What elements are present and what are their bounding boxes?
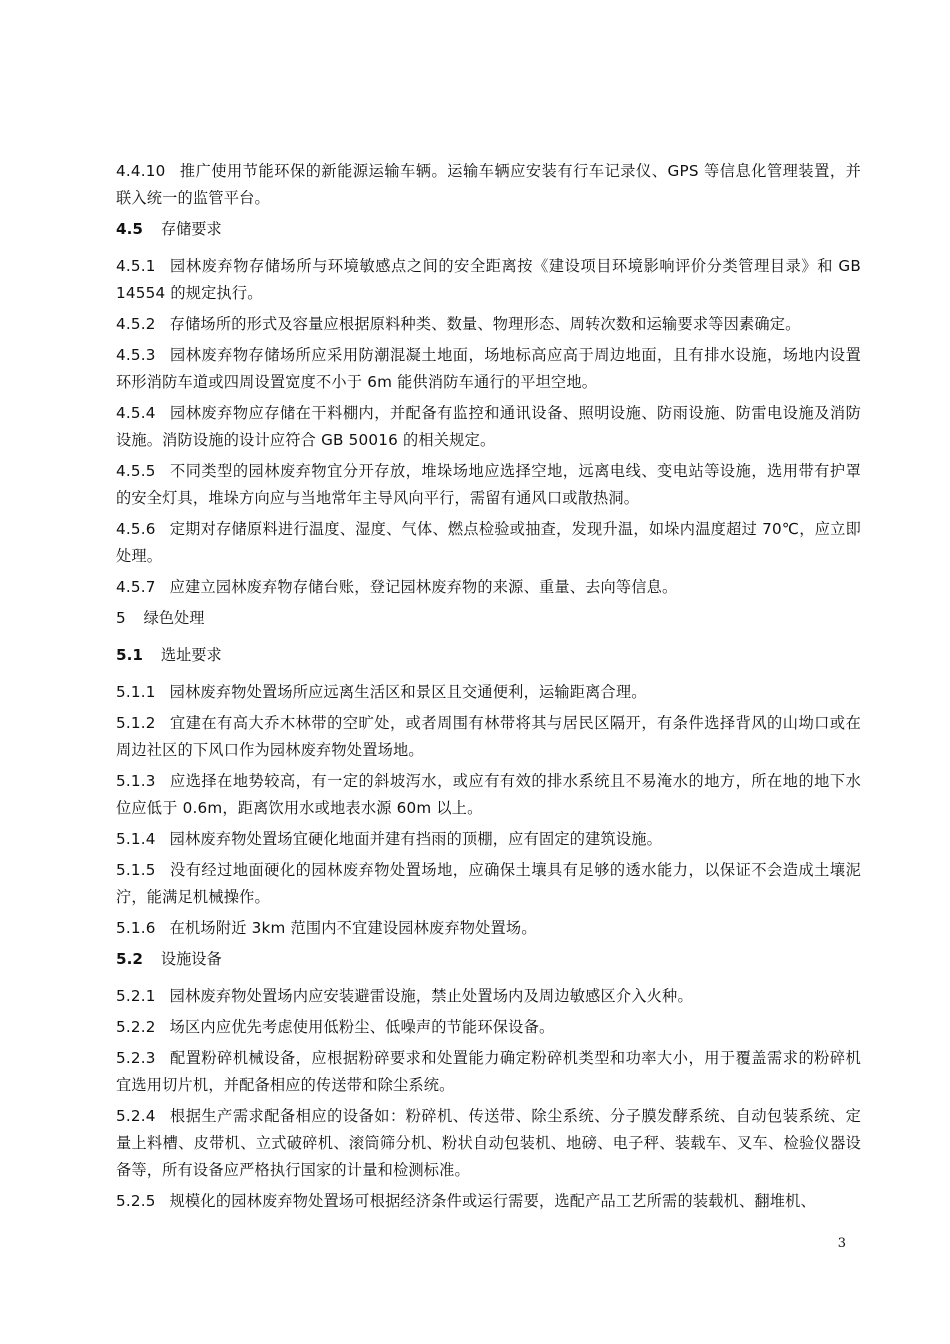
section-heading <box>116 216 861 243</box>
clause-number: 5.1.4 <box>116 830 156 848</box>
clause-number: 5.2.1 <box>116 987 156 1005</box>
clause-number: 5.1.3 <box>116 772 156 790</box>
clause-text: 宜建在有高大乔木林带的空旷处，或者周围有林带将其与居民区隔开，有条件选择背风的山坳口或在周边社区的下风口作为园林废弃物处置场地。 <box>116 714 861 759</box>
clause-text: 设施设备 <box>160 950 222 968</box>
clause-text: 园林废弃物存储场所应采用防潮混凝土地面，场地标高应高于周边地面，且有排水设施，场地内设置环形消防车道或四周设置宽度不小于 6m 能供消防车通行的平坦空地。 <box>116 346 861 391</box>
clause-paragraph <box>116 1045 861 1099</box>
clause-paragraph <box>116 710 861 764</box>
clause-text: 根据生产需求配备相应的设备如：粉碎机、传送带、除尘系统、分子膜发酵系统、自动包装系统、定量上料槽、皮带机、立式破碎机、滚筒筛分机、粉状自动包装机、地磅、电子秤、装载车、叉车、检验仪器设备等，所有设备应严格执行国家的计量和检测标准。 <box>116 1107 861 1179</box>
clause-paragraph <box>116 1014 861 1041</box>
clause-text: 园林废弃物处置场内应安装避雷设施，禁止处置场内及周边敏感区介入火种。 <box>169 987 693 1005</box>
document-body <box>116 158 861 1219</box>
clause-text: 定期对存储原料进行温度、湿度、气体、燃点检验或抽查，发现升温，如垛内温度超过 70℃，应立即处理。 <box>116 520 861 565</box>
clause-number: 5.1.2 <box>116 714 156 732</box>
clause-number: 4.5.5 <box>116 462 156 480</box>
clause-paragraph <box>116 826 861 853</box>
clause-paragraph <box>116 915 861 942</box>
clause-paragraph <box>116 857 861 911</box>
clause-number: 4.5.3 <box>116 346 156 364</box>
clause-text: 园林废弃物处置场所应远离生活区和景区且交通便利，运输距离合理。 <box>169 683 647 701</box>
clause-number: 5.2.5 <box>116 1192 156 1210</box>
clause-text: 推广使用节能环保的新能源运输车辆。运输车辆应安装有行车记录仪、GPS 等信息化管理装置，并联入统一的监管平台。 <box>116 162 861 207</box>
clause-text: 配置粉碎机械设备，应根据粉碎要求和处置能力确定粉碎机类型和功率大小，用于覆盖需求的粉碎机宜选用切片机，并配备相应的传送带和除尘系统。 <box>116 1049 861 1094</box>
clause-number: 4.5.1 <box>116 257 156 275</box>
clause-text: 园林废弃物处置场宜硬化地面并建有挡雨的顶棚，应有固定的建筑设施。 <box>169 830 663 848</box>
clause-number: 4.4.10 <box>116 162 166 180</box>
clause-number: 5.1.5 <box>116 861 156 879</box>
clause-text: 园林废弃物存储场所与环境敏感点之间的安全距离按《建设项目环境影响评价分类管理目录》和 GB 14554 的规定执行。 <box>116 257 861 302</box>
clause-number: 4.5.4 <box>116 404 156 422</box>
clause-number: 4.5.6 <box>116 520 156 538</box>
clause-number: 5.2 <box>116 950 143 968</box>
clause-text: 规模化的园林废弃物处置场可根据经济条件或运行需要，选配产品工艺所需的装载机、翻堆机、 <box>169 1192 816 1210</box>
clause-paragraph <box>116 574 861 601</box>
clause-number: 5.1.1 <box>116 683 156 701</box>
clause-number: 5.2.3 <box>116 1049 156 1067</box>
clause-number: 5.1.6 <box>116 919 156 937</box>
clause-paragraph <box>116 1188 861 1215</box>
clause-paragraph <box>116 158 861 212</box>
clause-paragraph <box>116 1103 861 1184</box>
clause-number: 5.2.2 <box>116 1018 156 1036</box>
clause-number: 4.5.2 <box>116 315 156 333</box>
clause-text: 应选择在地势较高，有一定的斜坡泻水，或应有有效的排水系统且不易淹水的地方，所在地的地下水位应低于 0.6m，距离饮用水或地表水源 60m 以上。 <box>116 772 861 817</box>
clause-text: 存储场所的形式及容量应根据原料种类、数量、物理形态、周转次数和运输要求等因素确定。 <box>169 315 801 333</box>
clause-text: 应建立园林废弃物存储台账，登记园林废弃物的来源、重量、去向等信息。 <box>169 578 678 596</box>
clause-paragraph <box>116 458 861 512</box>
clause-number: 5 <box>116 609 126 627</box>
clause-number: 5.2.4 <box>116 1107 156 1125</box>
clause-number: 4.5 <box>116 220 143 238</box>
clause-paragraph <box>116 983 861 1010</box>
section-heading <box>116 642 861 669</box>
clause-paragraph <box>116 400 861 454</box>
clause-paragraph <box>116 253 861 307</box>
clause-paragraph <box>116 516 861 570</box>
clause-paragraph <box>116 311 861 338</box>
clause-number: 4.5.7 <box>116 578 156 596</box>
section-heading <box>116 946 861 973</box>
clause-paragraph <box>116 679 861 706</box>
clause-text: 场区内应优先考虑使用低粉尘、低噪声的节能环保设备。 <box>169 1018 555 1036</box>
clause-paragraph <box>116 342 861 396</box>
clause-text: 园林废弃物应存储在干料棚内，并配备有监控和通讯设备、照明设施、防雨设施、防雷电设施及消防设施。消防设施的设计应符合 GB 50016 的相关规定。 <box>116 404 861 449</box>
clause-text: 不同类型的园林废弃物宜分开存放，堆垛场地应选择空地，远离电线、变电站等设施，选用带有护罩的安全灯具，堆垛方向应与当地常年主导风向平行，需留有通风口或散热洞。 <box>116 462 861 507</box>
chapter-heading <box>116 605 861 632</box>
clause-text: 绿色处理 <box>143 609 205 627</box>
page-number: 3 <box>837 1236 846 1251</box>
clause-text: 选址要求 <box>160 646 222 664</box>
clause-text: 在机场附近 3km 范围内不宜建设园林废弃物处置场。 <box>169 919 537 937</box>
clause-number: 5.1 <box>116 646 143 664</box>
clause-text: 存储要求 <box>160 220 222 238</box>
clause-paragraph <box>116 768 861 822</box>
clause-text: 没有经过地面硬化的园林废弃物处置场地，应确保土壤具有足够的透水能力，以保证不会造成土壤泥泞，能满足机械操作。 <box>116 861 861 906</box>
